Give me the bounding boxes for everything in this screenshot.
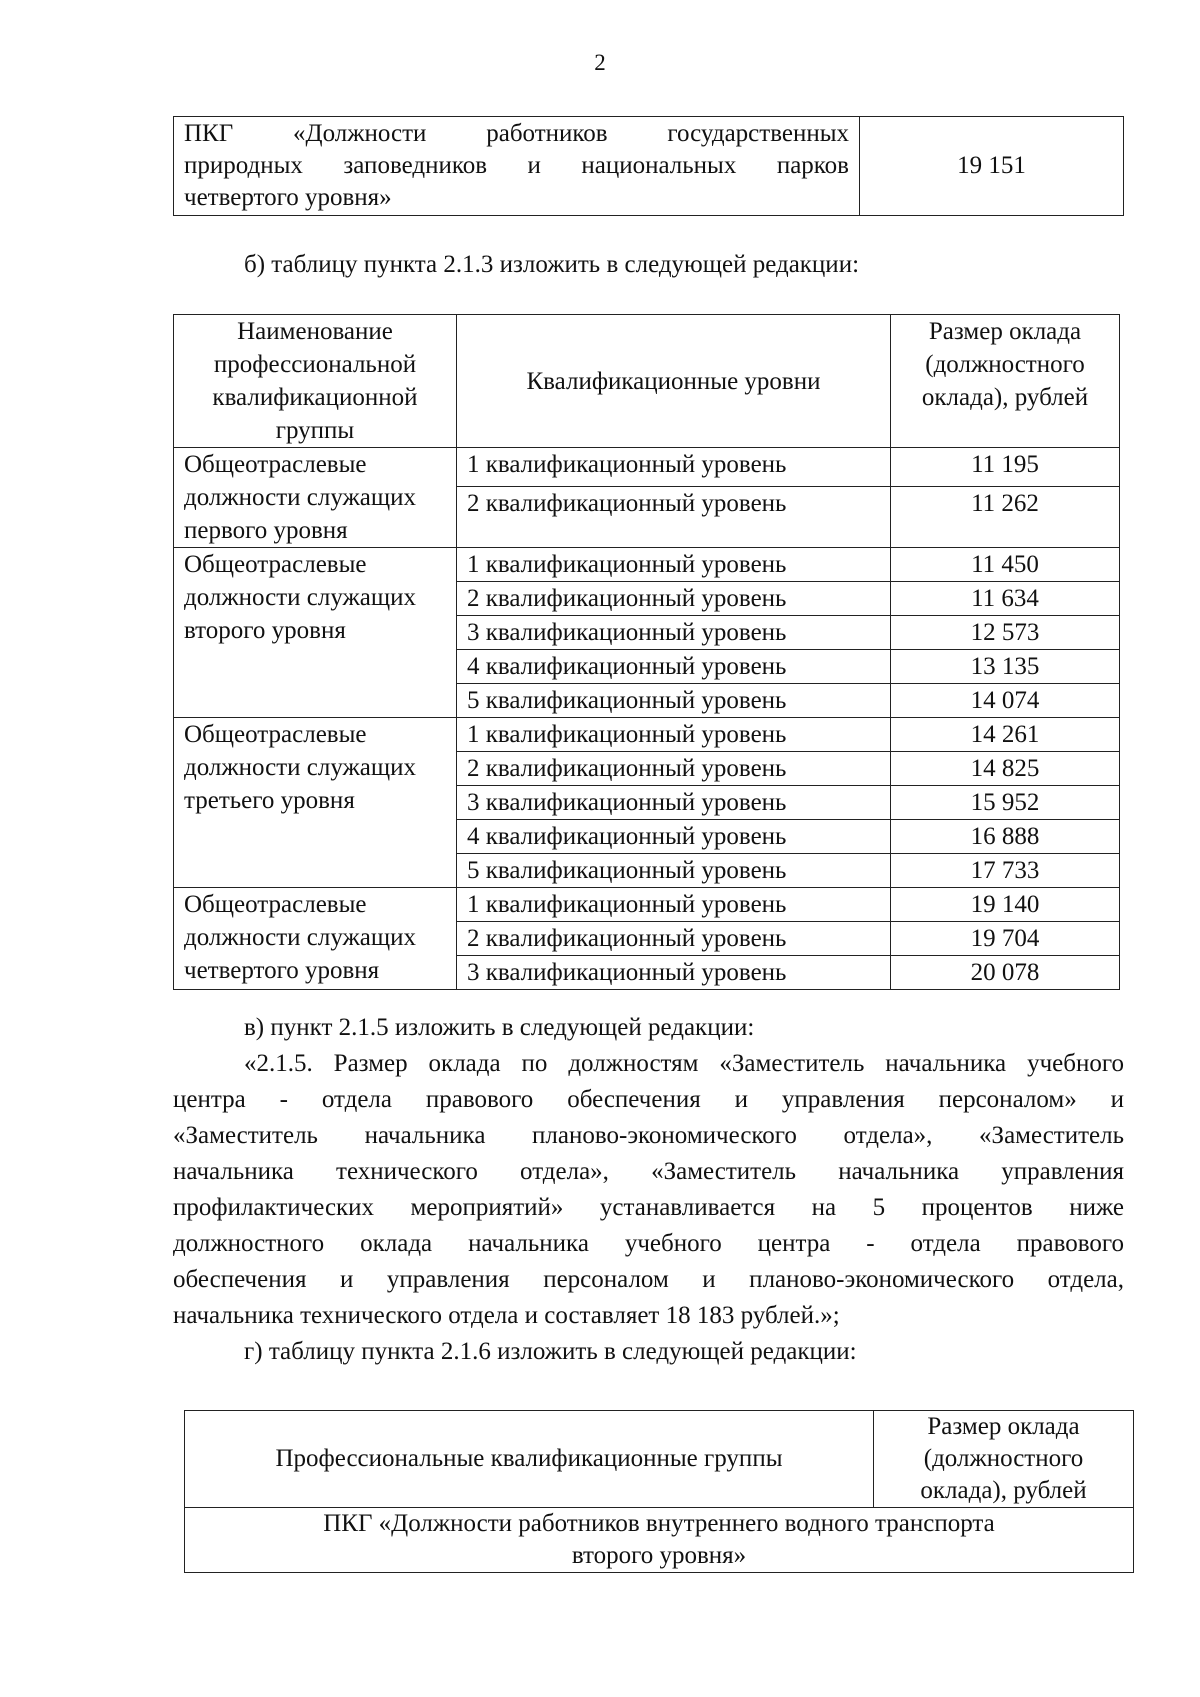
salary-cell: 13 135 [891, 650, 1120, 684]
table-row [174, 117, 1124, 216]
header-levels: Квалификационные уровни [457, 315, 891, 448]
level-cell: 4 квалификационный уровень [457, 820, 891, 854]
level-cell: 1 квалификационный уровень [457, 548, 891, 582]
salary-cell: 19 704 [891, 922, 1120, 956]
text-line: природных заповедников и национальных парков [184, 152, 849, 179]
group-name-line: Общеотраслевые [184, 721, 367, 748]
header-line: Наименование [237, 318, 393, 345]
header-line: группы [275, 417, 355, 444]
paragraph-b: б) таблицу пункта 2.1.3 изложить в следующей редакции: [244, 251, 860, 278]
salary-cell: 19 140 [891, 888, 1120, 922]
salary-cell: 11 450 [891, 548, 1120, 582]
salary-cell: 14 074 [891, 684, 1120, 718]
paragraph-2-1-5 [173, 1046, 1124, 1334]
header-salary [874, 1411, 1134, 1508]
salary-cell: 11 634 [891, 582, 1120, 616]
salary-cell: 14 825 [891, 752, 1120, 786]
paragraph-v: в) пункт 2.1.5 изложить в следующей редакции: [244, 1014, 755, 1041]
level-cell: 2 квалификационный уровень [457, 487, 891, 548]
salary-cell: 11 195 [891, 448, 1120, 487]
text-line: четвертого уровня» [184, 184, 392, 211]
table-2-1-3 [173, 314, 1120, 990]
text-line: второго уровня» [571, 1542, 747, 1569]
table-row [174, 448, 1120, 487]
salary-cell: 15 952 [891, 786, 1120, 820]
group-name-line: Общеотраслевые [184, 891, 367, 918]
table-2-1-6 [184, 1410, 1134, 1573]
table-row [174, 718, 1120, 752]
group-name-line: Общеотраслевые [184, 451, 367, 478]
group-name-cell [174, 718, 457, 888]
header-group-name [174, 315, 457, 448]
group-name-line: должности служащих [184, 924, 417, 951]
table-row [185, 1508, 1134, 1573]
salary-cell: 14 261 [891, 718, 1120, 752]
group-name-line: четвертого уровня [184, 957, 380, 984]
level-cell: 3 квалификационный уровень [457, 786, 891, 820]
group-name-line: третьего уровня [184, 787, 355, 814]
salary-cell: 19 151 [860, 117, 1124, 216]
text-line: начальника технического отдела и составляет 18 183 рублей.»; [173, 1302, 840, 1329]
level-cell: 1 квалификационный уровень [457, 718, 891, 752]
text-line: должностного оклада начальника учебного центра - отдела правового [173, 1230, 1124, 1257]
text-line: начальника технического отдела», «Заместитель начальника управления [173, 1158, 1124, 1185]
level-cell: 5 квалификационный уровень [457, 854, 891, 888]
paragraph-g: г) таблицу пункта 2.1.6 изложить в следующей редакции: [244, 1338, 857, 1365]
level-cell: 1 квалификационный уровень [457, 448, 891, 487]
table-header-row [174, 315, 1120, 448]
table-row [174, 548, 1120, 582]
salary-cell: 11 262 [891, 487, 1120, 548]
header-salary [891, 315, 1120, 448]
text-line: ПКГ «Должности работников внутреннего водного транспорта [323, 1510, 995, 1537]
header-groups: Профессиональные квалификационные группы [185, 1411, 874, 1508]
salary-cell: 17 733 [891, 854, 1120, 888]
header-line: Размер оклада [927, 1413, 1080, 1440]
table-header-row [185, 1411, 1134, 1508]
group-name-line: первого уровня [184, 517, 348, 544]
table-pkg-reserves [173, 116, 1124, 216]
text-line: «2.1.5. Размер оклада по должностям «Заместитель начальника учебного [244, 1050, 1124, 1077]
group-name-cell [174, 548, 457, 718]
group-name-line: должности служащих [184, 754, 417, 781]
header-line: оклада), рублей [920, 1477, 1087, 1504]
level-cell: 2 квалификационный уровень [457, 752, 891, 786]
text-line: «Заместитель начальника планово-экономического отдела», «Заместитель [173, 1122, 1124, 1149]
level-cell: 5 квалификационный уровень [457, 684, 891, 718]
text-line: профилактических мероприятий» устанавливается на 5 процентов ниже [173, 1194, 1124, 1221]
header-line: квалификационной [212, 384, 418, 411]
level-cell: 4 квалификационный уровень [457, 650, 891, 684]
header-line: (должностного [923, 1445, 1084, 1472]
header-line: оклада), рублей [921, 384, 1089, 411]
level-cell: 1 квалификационный уровень [457, 888, 891, 922]
pkg-row-cell [185, 1508, 1134, 1573]
level-cell: 2 квалификационный уровень [457, 922, 891, 956]
group-name-line: второго уровня [184, 617, 346, 644]
text-line: центра - отдела правового обеспечения и управления персоналом» и [173, 1086, 1124, 1113]
header-line: Размер оклада [928, 318, 1082, 345]
group-name-cell [174, 448, 457, 548]
text-line: ПКГ «Должности работников государственных [184, 120, 849, 147]
group-name-line: Общеотраслевые [184, 551, 367, 578]
text-line: обеспечения и управления персоналом и планово-экономического отдела, [173, 1266, 1124, 1293]
header-line: (должностного [925, 351, 1085, 378]
pkg-name-cell [174, 117, 860, 216]
salary-cell: 20 078 [891, 956, 1120, 990]
salary-cell: 16 888 [891, 820, 1120, 854]
salary-cell: 12 573 [891, 616, 1120, 650]
level-cell: 3 квалификационный уровень [457, 616, 891, 650]
group-name-line: должности служащих [184, 484, 417, 511]
header-line: профессиональной [213, 351, 417, 378]
level-cell: 2 квалификационный уровень [457, 582, 891, 616]
group-name-cell [174, 888, 457, 990]
page-number: 2 [594, 50, 606, 75]
level-cell: 3 квалификационный уровень [457, 956, 891, 990]
table-row [174, 888, 1120, 922]
group-name-line: должности служащих [184, 584, 417, 611]
